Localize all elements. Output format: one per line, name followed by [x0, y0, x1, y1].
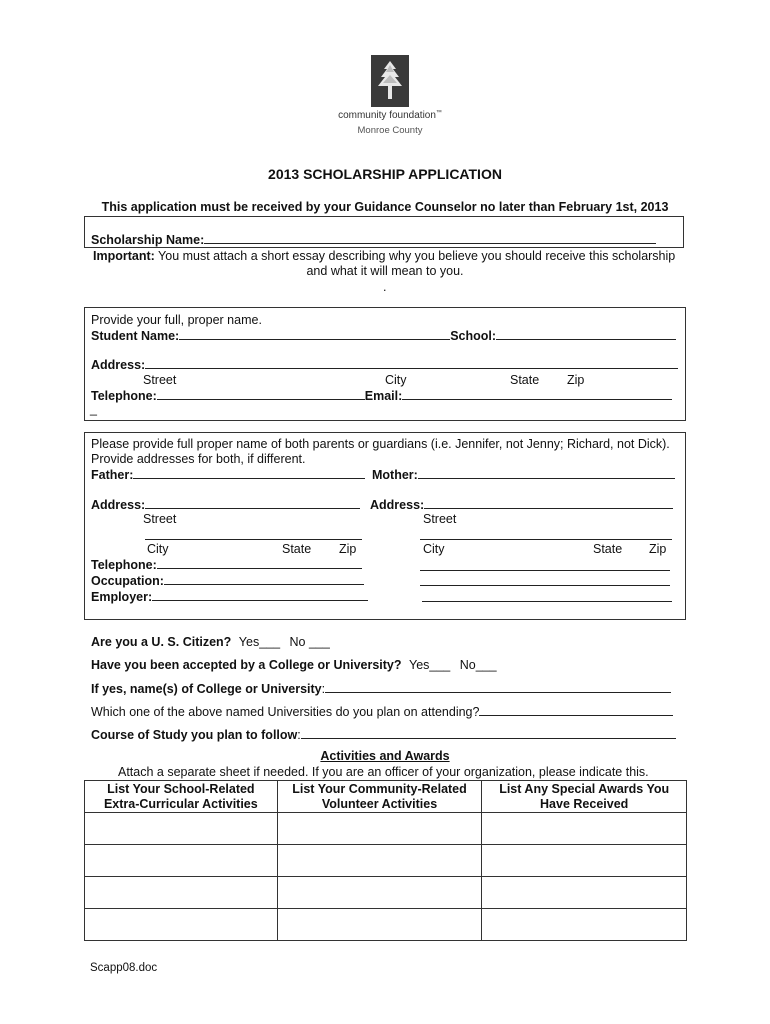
plan-attending-row: Which one of the above named Universities do you plan on attending? — [91, 704, 673, 719]
father-employer-row: Employer: — [91, 589, 368, 604]
father-occupation-row: Occupation: — [91, 573, 364, 588]
page-title: 2013 SCHOLARSHIP APPLICATION — [268, 166, 502, 182]
deadline-notice: This application must be received by your Guidance Counselor no later than February 1st, 2013 — [101, 200, 669, 214]
student-address-row: Address: — [91, 357, 678, 372]
father-street-line[interactable] — [145, 539, 362, 540]
activities-note: Attach a separate sheet if needed. If you are an officer of your organization, please indicate this. — [118, 765, 649, 779]
student-intro: Provide your full, proper name. — [91, 313, 262, 327]
scholarship-name-label: Scholarship Name: — [91, 232, 656, 247]
mother-occupation-line[interactable] — [420, 585, 670, 586]
state-caption: State — [510, 373, 540, 387]
footer-filename: Scapp08.doc — [90, 962, 158, 974]
logo-name: community foundation — [338, 110, 436, 121]
stray-underscore: _ — [90, 402, 97, 416]
college-names-row: If yes, name(s) of College or University: — [91, 681, 671, 696]
important-note: Important: You must attach a short essay describing why you believe you should receive this scholarship — [93, 249, 676, 263]
citizen-no-option[interactable]: No ___ — [289, 635, 330, 649]
accepted-yes-option[interactable]: Yes___ — [409, 658, 451, 672]
student-name-field[interactable] — [179, 328, 450, 340]
table-cell[interactable] — [482, 877, 687, 909]
father-address-row: Address: — [91, 497, 360, 512]
student-address-field[interactable] — [145, 357, 678, 369]
student-contact-row: Telephone: Email: — [91, 388, 672, 403]
father-state-caption: State — [282, 542, 312, 556]
parents-intro-1: Please provide full proper name of both parents or guardians (i.e. Jennifer, not Jenny; Richard, not Dick). — [91, 437, 670, 451]
citizen-yes-option[interactable]: Yes___ — [238, 635, 281, 649]
table-cell[interactable] — [482, 813, 687, 845]
father-address-field[interactable] — [145, 497, 360, 509]
table-cell[interactable] — [277, 813, 482, 845]
activities-table — [84, 780, 687, 941]
logo-county: Monroe County — [357, 125, 423, 136]
table-row — [85, 877, 687, 909]
mother-employer-line[interactable] — [422, 601, 672, 602]
father-zip-caption: Zip — [339, 542, 357, 556]
accepted-question: Have you been accepted by a College or University? Yes___ No___ — [91, 658, 497, 672]
city-caption: City — [385, 373, 407, 387]
table-cell[interactable] — [85, 845, 278, 877]
mother-address-row: Address: — [370, 497, 673, 512]
logo-trademark: ™ — [435, 110, 442, 116]
father-occupation-field[interactable] — [164, 573, 364, 585]
table-cell[interactable] — [482, 845, 687, 877]
table-cell[interactable] — [277, 845, 482, 877]
student-name-row: Student Name: School: — [91, 328, 676, 343]
zip-caption: Zip — [567, 373, 585, 387]
street-caption: Street — [143, 373, 177, 387]
student-telephone-field[interactable] — [157, 388, 365, 400]
important-note-line2: and what it will mean to you. — [306, 264, 464, 278]
col-special-awards: List Any Special Awards You Have Received — [482, 781, 687, 813]
father-employer-field[interactable] — [152, 589, 368, 601]
citizen-question: Are you a U. S. Citizen? Yes___ No ___ — [91, 635, 330, 649]
accepted-no-option[interactable]: No___ — [459, 658, 497, 672]
table-row — [85, 813, 687, 845]
plan-attending-field[interactable] — [479, 704, 673, 716]
mother-telephone-line[interactable] — [420, 570, 670, 571]
mother-street-line[interactable] — [420, 539, 672, 540]
mother-zip-caption: Zip — [649, 542, 667, 556]
tree-icon — [371, 55, 409, 107]
mother-street-caption: Street — [423, 512, 457, 526]
table-cell[interactable] — [277, 909, 482, 941]
college-names-field[interactable] — [325, 681, 671, 693]
mother-city-caption: City — [423, 542, 445, 556]
table-row — [85, 845, 687, 877]
table-cell[interactable] — [85, 909, 278, 941]
activities-heading: Activities and Awards — [320, 749, 450, 763]
table-cell[interactable] — [85, 877, 278, 909]
parents-intro-2: Provide addresses for both, if different. — [91, 452, 306, 466]
father-telephone-row: Telephone: — [91, 557, 362, 572]
table-cell[interactable] — [482, 909, 687, 941]
community-foundation-logo — [335, 55, 445, 140]
father-telephone-field[interactable] — [157, 557, 362, 569]
course-of-study-field[interactable] — [301, 727, 676, 739]
mother-row: Mother: — [372, 467, 675, 482]
mother-name-field[interactable] — [418, 467, 675, 479]
mother-address-field[interactable] — [424, 497, 673, 509]
table-row — [85, 909, 687, 941]
table-cell[interactable] — [277, 877, 482, 909]
student-email-field[interactable] — [402, 388, 672, 400]
course-of-study-row: Course of Study you plan to follow: — [91, 727, 676, 742]
dot: . — [383, 280, 387, 294]
mother-state-caption: State — [593, 542, 623, 556]
father-row: Father: — [91, 467, 365, 482]
father-name-field[interactable] — [133, 467, 365, 479]
father-street-caption: Street — [143, 512, 177, 526]
scholarship-name-field[interactable] — [204, 232, 656, 244]
col-community-activities: List Your Community-Related Volunteer Activities — [277, 781, 482, 813]
activities-header-row — [85, 781, 687, 813]
father-city-caption: City — [147, 542, 169, 556]
col-school-activities: List Your School-Related Extra-Curricular Activities — [85, 781, 278, 813]
school-field[interactable] — [496, 328, 676, 340]
table-cell[interactable] — [85, 813, 278, 845]
